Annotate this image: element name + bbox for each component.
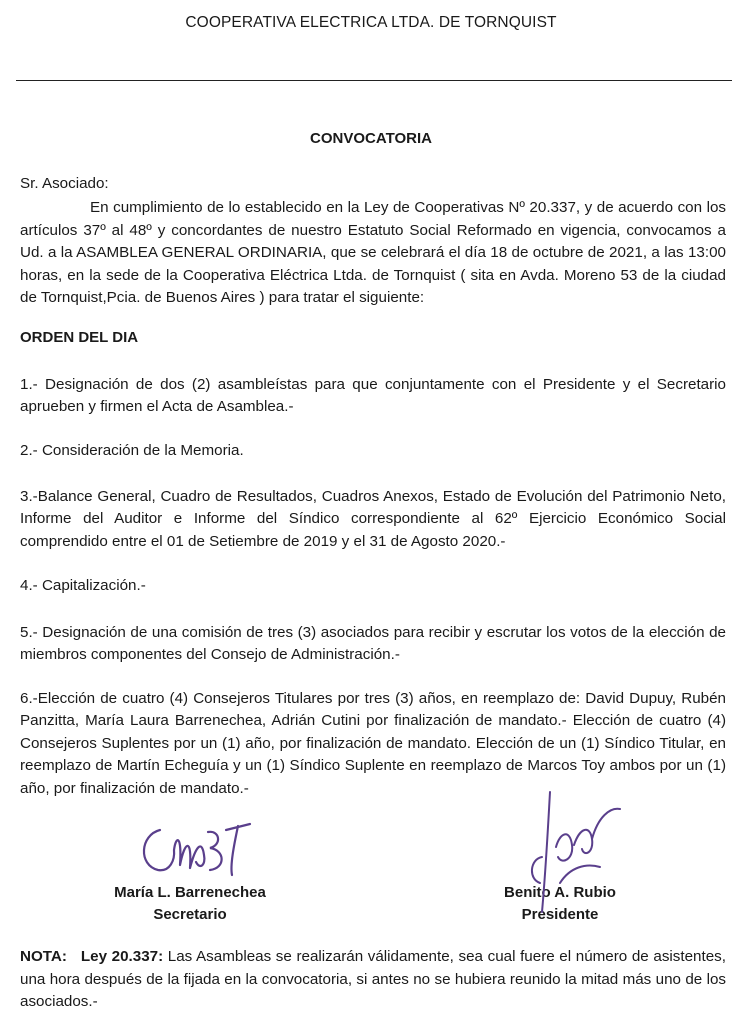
note-law: Ley 20.337: [80,948,164,965]
secretary-role: Secretario [153,906,227,923]
agenda-item-4: 4.- Capitalización.- [20,577,146,594]
agenda-item-6: 6.-Elección de cuatro (4) Consejeros Titulares por tres (3) años, en reemplazo de: David Dupuy, Rubén Panzitta, María Laura Barrenechea, Adrián Cutini por finalización de mandato.- Elección de cuatro (4) Consejeros Suplentes por un (1) año, por finalización de mandato. Elección de un (1) Síndico Titular, en reemplazo de Martín Echeguía y un (1) Síndico Suplente en reemplazo de Marcos Toy ambos por un (1) año, por finalización de mandato.- [20,690,726,797]
footnote [20,946,726,1014]
header-divider [16,80,732,81]
note-text: Las Asambleas se realizarán válidamente, sea cual fuere el número de asistentes, una hora después de la fijada en la convocatoria, si antes no se hubiera reunido la mitad más uno de los asociados.- [20,948,726,1011]
agenda-item-1: 1.- Designación de dos (2) asambleístas para que conjuntamente con el Presidente y el Secretario aprueben y firmen el Acta de Asamblea.- [20,376,726,416]
document-title: CONVOCATORIA [310,130,432,147]
agenda-item-3: 3.-Balance General, Cuadro de Resultados, Cuadros Anexos, Estado de Evolución del Patrimonio Neto, Informe del Auditor e Informe del Síndico correspondiente al 62º Ejercicio Económico Social comprendido entre el 01 de Setiembre de 2019 y el 31 de Agosto 2020.- [20,488,726,550]
signature-block-president [460,882,660,926]
signature-block-secretary [90,882,290,926]
secretary-name: María L. Barrenechea [114,884,266,901]
agenda-item-2: 2.- Consideración de la Memoria. [20,442,244,459]
handwritten-signature-president [500,787,630,917]
salutation: Sr. Asociado: [20,175,109,192]
president-name: Benito A. Rubio [504,884,616,901]
note-label: NOTA: [20,948,67,965]
intro-paragraph: En cumplimiento de lo establecido en la Ley de Cooperativas Nº 20.337, y de acuerdo con los artículos 37º al 48º y concordantes de nuestro Estatuto Social Reformado en vigencia, convocamos a Ud. a la ASAMBLEA GENERAL ORDINARIA, que se celebrará el día 18 de octubre de 2021, a las 13:00 horas, en la sede de la Cooperativa Eléctrica Ltda. de Tornquist ( sita en Avda. Moreno 53 de la ciudad de Tornquist,Pcia. de Buenos Aires ) para tratar el siguiente: [20,199,726,307]
president-role: Presidente [521,906,599,923]
organization-header: COOPERATIVA ELECTRICA LTDA. DE TORNQUIST [185,14,557,31]
handwritten-signature-secretary [130,810,270,890]
agenda-title: ORDEN DEL DIA [20,329,139,346]
agenda-item-5: 5.- Designación de una comisión de tres (3) asociados para recibir y escrutar los votos de la elección de miembros componentes del Consejo de Administración.- [20,624,726,664]
